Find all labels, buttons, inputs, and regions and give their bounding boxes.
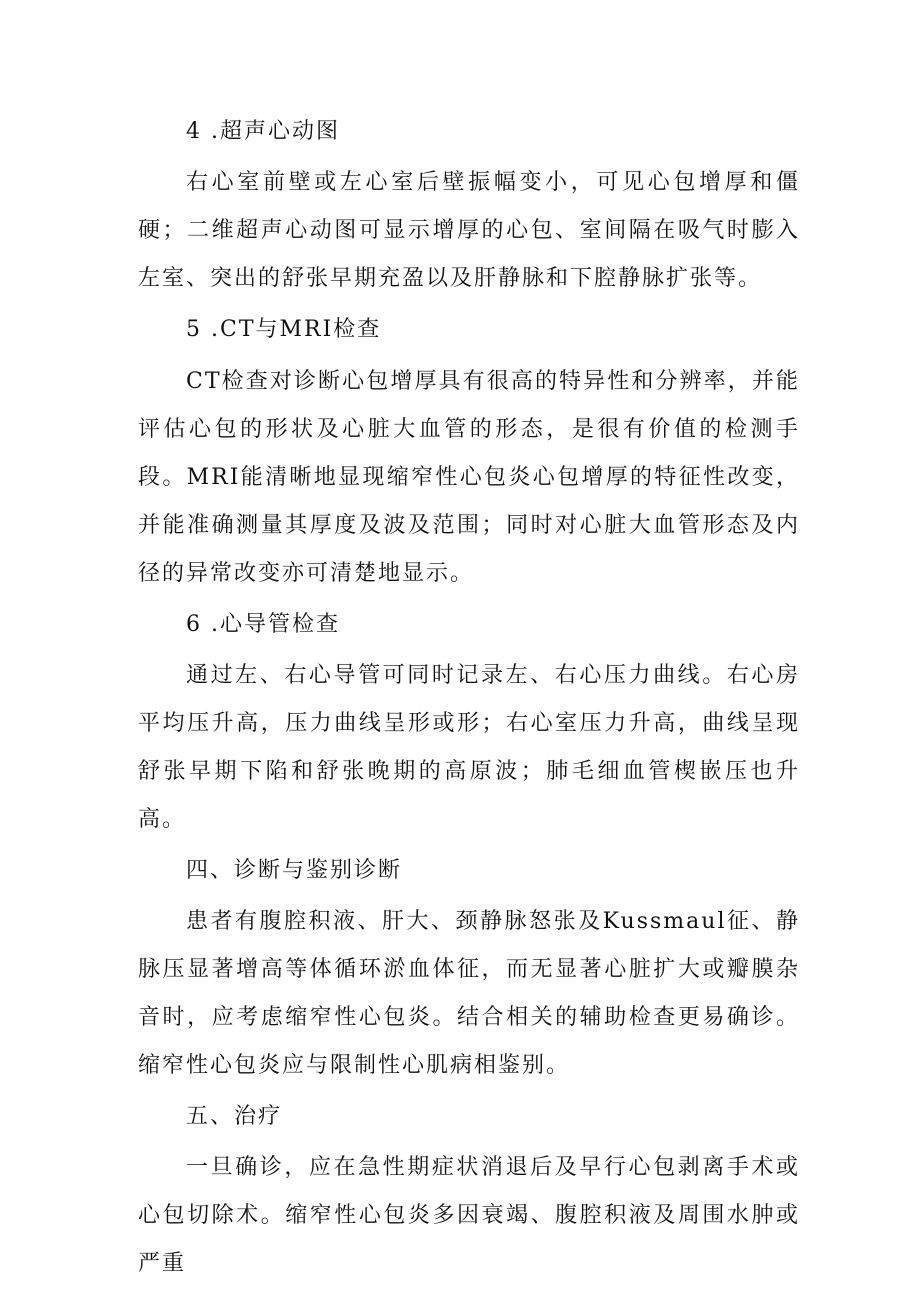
section-paragraph-diagnosis: 患者有腹腔积液、肝大、颈静脉怒张及Kussmaul征、静脉压显著增高等体循环淤血体征，而无显著心脏扩大或瓣膜杂音时，应考虑缩窄性心包炎。结合相关的辅助检查更易确诊。缩窄性心包炎应与限制性心肌病相鉴别。 xyxy=(138,909,800,1078)
section-paragraph-cardiac-catheterization: 通过左、右心导管可同时记录左、右心压力曲线。右心房平均压升高，压力曲线呈形或形；右心室压力升高，曲线呈现舒张早期下陷和舒张晚期的高原波；肺毛细血管楔嵌压也升高。 xyxy=(138,663,800,832)
section-heading-echocardiography: 4 .超声心动图 xyxy=(186,119,340,144)
section-heading-diagnosis: 四、诊断与鉴别诊断 xyxy=(186,858,403,883)
section-paragraph-treatment: 一旦确诊，应在急性期症状消退后及早行心包剥离手术或心包切除术。缩窄性心包炎多因衰竭、腹腔积液及周围水肿或严重 xyxy=(138,1155,800,1276)
section-paragraph-echocardiography: 右心室前壁或左心室后壁振幅变小，可见心包增厚和僵硬；二维超声心动图可显示增厚的心包、室间隔在吸气时膨入左室、突出的舒张早期充盈以及肝静脉和下腔静脉扩张等。 xyxy=(138,170,800,291)
section-heading-cardiac-catheterization: 6 .心导管检查 xyxy=(186,612,340,637)
section-paragraph-ct-mri: CT检查对诊断心包增厚具有很高的特异性和分辨率，并能评估心包的形状及心脏大血管的形态，是很有价值的检测手段。MRI能清晰地显现缩窄性心包炎心包增厚的特征性改变，并能准确测量其厚度及波及范围；同时对心脏大血管形态及内径的异常改变亦可清楚地显示。 xyxy=(138,369,800,586)
section-heading-treatment: 五、治疗 xyxy=(186,1104,283,1129)
section-heading-ct-mri: 5 .CT与MRI检查 xyxy=(186,317,382,342)
